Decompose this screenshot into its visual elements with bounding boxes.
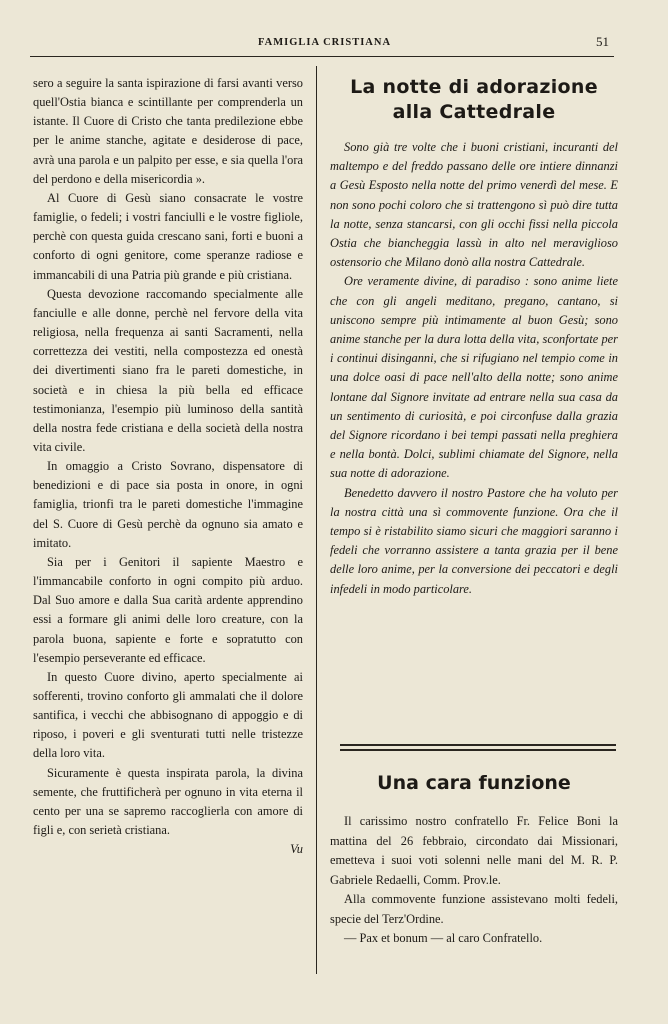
section-separator (340, 744, 616, 751)
article-paragraph: Sono già tre volte che i buoni cristiani, incuranti del maltempo e del freddo passano delle ore intiere dinnanzi a Gesù Esposto nella notte del primo venerdì del mese. E non sono pochi coloro che si trattengono sì può dire tutta la notte, senza stancarsi, con gli occhi fissi nella piccola Ostia che biancheggia lassù in alto nel meraviglioso ostensorio che Milano donò alla nostra Cattedrale. (330, 140, 618, 270)
left-paragraph: Sia per i Genitori il sapiente Maestro e l'immancabile conforto in ogni compito più arduo. Dal Suo amore e dalla Sua carità ardente apprendino essi a formare gli animi delle loro creature, con la parola buona, sapiente e forte e sopratutto con l'esempio perseverante ed efficace. (33, 554, 303, 665)
article-title: La notte di adorazione alla Cattedrale (350, 76, 598, 123)
column-divider (316, 66, 317, 974)
left-paragraph: Sicuramente è questa inspirata parola, la divina semente, che fruttificherà per ognuno in vita eterna il cento per una se sapremo raccoglierla con amore di figli e, con serietà cristiana. (33, 765, 303, 838)
article-adorazione (330, 72, 618, 599)
left-paragraph: Questa devozione raccomando specialmente alle fanciulle e alle donne, perchè nel fervore della vita religiosa, nella frequenza ai santi Sacramenti, nella correttezza dei vestiti, nella compostezza ed onestà dei divertimenti siano fra le pareti domestiche, in società e in chiesa la più bella ed efficace testimonianza, l'esempio più luminoso della santità della nostra fede cristiana e della società della nostra vita civile. (33, 286, 303, 454)
left-paragraph: Al Cuore di Gesù siano consacrate le vostre famiglie, o fedeli; i vostri fanciulli e le vostre figliole, perchè con questa guida crescano sani, forti e buoni a conforto di ogni genitore, come speranze radiose e immancabili di una Patria più grande e più cristiana. (33, 190, 303, 282)
left-paragraph: In questo Cuore divino, aperto specialmente ai sofferenti, trovino conforto gli ammalati che il dolore santifica, i vecchi che abbisognano di appoggio e di riposo, i poveri e gli sventurati tutti nelle tristezze della loro vita. (33, 669, 303, 761)
left-column (33, 74, 303, 859)
running-title: FAMIGLIA CRISTIANA (258, 37, 392, 48)
header-rule (30, 56, 614, 57)
article-paragraph: Il carissimo nostro confratello Fr. Felice Boni la mattina del 26 febbraio, circondato dai Missionari, emetteva i suoi voti solenni nelle mani del M. R. P. Gabriele Redaelli, Comm. Prov.le. (330, 814, 618, 887)
article-title: Una cara funzione (377, 772, 571, 794)
page-header (0, 34, 668, 56)
article-paragraph: Benedetto davvero il nostro Pastore che ha voluto per la nostra città una sì commovente funzione. Ora che il tempo si è ristabilito siamo sicuri che maggiori saranno i fedeli che vorranno assistere a tanta grazia per il bene delle loro anime, per la conversione dei peccatori e degli infedeli in modo particolare. (330, 485, 618, 596)
left-paragraph: sero a seguire la santa ispirazione di farsi avanti verso quell'Ostia bianca e scintillante per comprenderla un istante. Il Cuore di Cristo che tanta predilezione ebbe per le anime stanche, agitate e desiderose di pace, avrà una parola e un palpito per esse, e sia quella l'ora del perdono e della misericordia ». (33, 76, 303, 186)
author-signoff: Vu (290, 842, 303, 857)
article-paragraph: — Pax et bonum — al caro Confratello. (344, 931, 543, 945)
left-paragraph: In omaggio a Cristo Sovrano, dispensatore di benedizioni e di pace sia posta in onore, in ogni famiglia, trionfi tra le pareti domestiche l'immagine del S. Cuore di Gesù perchè da ognuno sia amato e imitato. (33, 459, 303, 550)
article-body (330, 138, 618, 599)
page-number: 51 (596, 34, 609, 49)
article-paragraph: Ore veramente divine, di paradiso : sono anime liete che con gli angeli meditano, pregano, cantano, si uniscono sempre più intimamente al buon Gesù; sono anime stanche per la dura lotta della vita, sconfortate per i continui disinganni, che si rifugiano nel tempio come in una dolce oasi di pace nell'alto della notte; sono anime lontane dal Signore invitate ad entrare nella sua casa da un sentimento di curiosità, e poi circonfuse dalla grazia del Signore ricordano i bei tempi passati nella preghiera e nella bontà. Dolci, sublimi chiamate del Signore, nella sua notte di adorazione. (330, 274, 618, 481)
article-paragraph: Alla commovente funzione assistevano molti fedeli, specie del Terz'Ordine. (330, 892, 618, 926)
article-body (330, 812, 618, 949)
article-funzione (330, 770, 618, 949)
